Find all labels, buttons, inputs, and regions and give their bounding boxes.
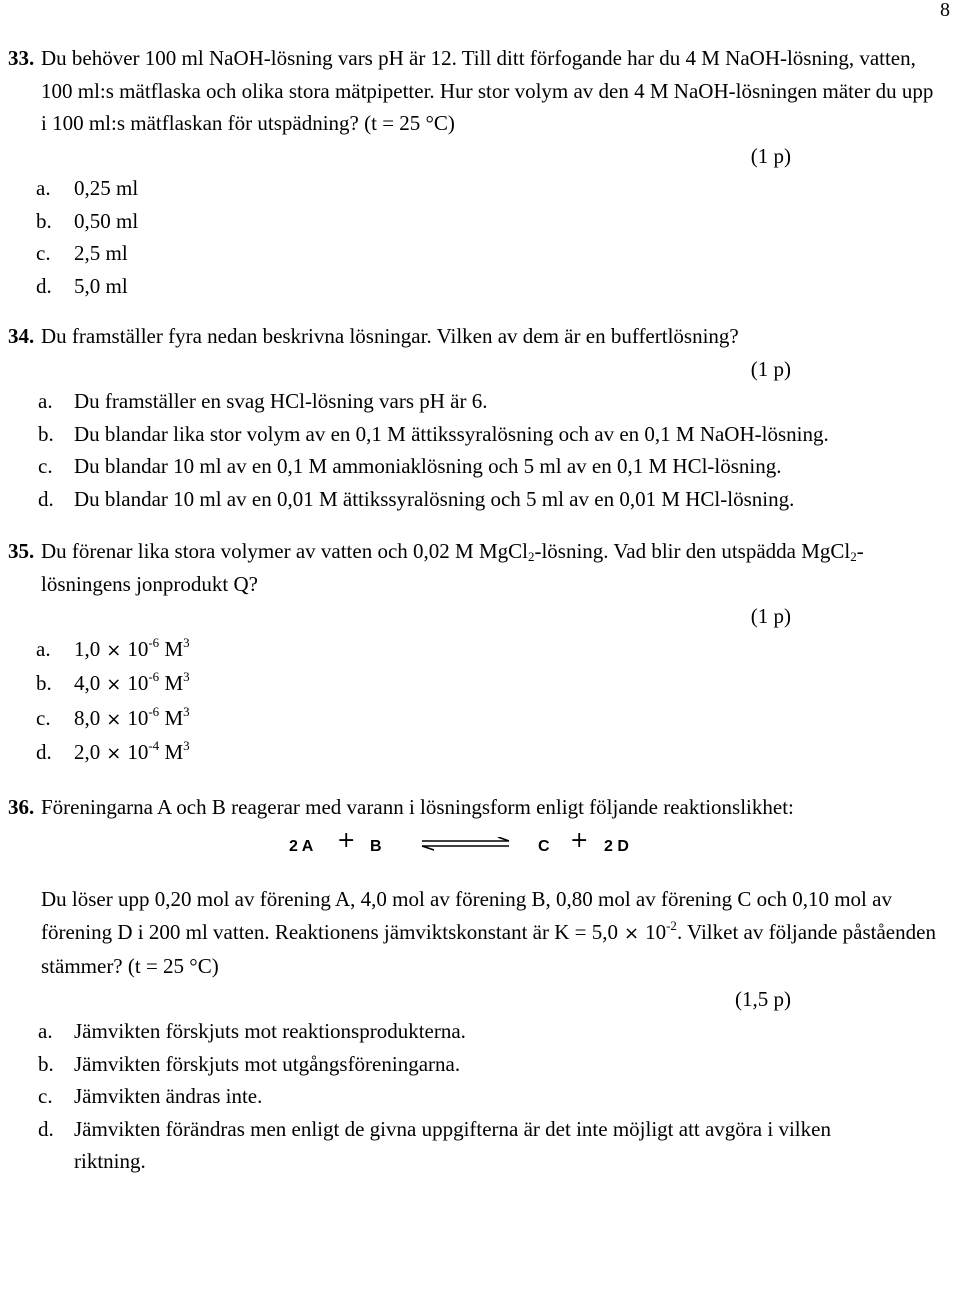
exponent: -6 — [148, 634, 160, 650]
option-letter: d. — [38, 1116, 54, 1141]
option-letter: d. — [38, 486, 54, 511]
options-list — [0, 1015, 960, 1178]
option-text: 2,5 ml — [74, 241, 128, 265]
reaction-equation — [0, 829, 960, 879]
option-letter: b. — [36, 208, 52, 233]
text-part: -lösningens jonprodukt Q? — [41, 539, 864, 596]
option-text: Du framställer en svag HCl-lösning vars pH är 6. — [74, 389, 488, 413]
reactant-a: 2 A — [289, 838, 314, 855]
options-list — [0, 385, 960, 515]
option-letter: c. — [36, 241, 51, 265]
option-letter: a. — [36, 636, 51, 661]
option-letter: d. — [36, 273, 52, 298]
page-number: 8 — [940, 0, 950, 21]
times-icon: × — [106, 674, 122, 695]
option-d — [0, 270, 960, 303]
option-letter: c. — [38, 1084, 53, 1108]
options-list — [0, 172, 960, 302]
option-letter: a. — [38, 1019, 53, 1043]
option-c — [0, 1080, 960, 1113]
mantissa: 4,0 — [74, 671, 101, 695]
mantissa: 2,0 — [74, 740, 101, 764]
option-b — [0, 667, 960, 702]
mantissa: 1,0 — [74, 636, 101, 661]
base: 10 — [127, 705, 149, 730]
option-a — [0, 385, 960, 418]
question-intro: Föreningarna A och B reagerar med varann i lösningsform enligt följande reaktionslikhet: — [41, 794, 794, 819]
exponent: -6 — [148, 703, 160, 719]
option-text: Du blandar 10 ml av en 0,1 M ammoniaklösning och 5 ml av en 0,1 M HCl-lösning. — [74, 454, 782, 478]
text-part: . Vilket av följande påståenden stämmer? (t = 25 °C) — [41, 919, 936, 978]
option-b — [0, 1048, 960, 1081]
question-36 — [0, 791, 936, 824]
unit: M — [164, 671, 184, 695]
option-c — [0, 702, 960, 737]
question-number: 34. — [8, 324, 35, 348]
question-text: Du framställer fyra nedan beskrivna lösningar. Vilken av dem är en buffertlösning? — [41, 324, 739, 348]
exponent: -6 — [148, 669, 160, 684]
option-b — [0, 418, 894, 451]
option-d — [0, 736, 960, 771]
unit-exponent: 3 — [183, 634, 190, 650]
unit: M — [164, 705, 184, 730]
question-number: 36. — [8, 794, 35, 819]
base: 10 — [645, 919, 667, 944]
unit: M — [164, 740, 184, 764]
option-text: Jämvikten förskjuts mot utgångsföreningarna. — [74, 1051, 461, 1076]
question-number: 33. — [8, 46, 35, 70]
text-part: -lösning. Vad blir den utspädda MgCl — [534, 539, 851, 563]
option-text: Du blandar lika stor volym av en 0,1 M ättikssyralösning och av en 0,1 M NaOH-lösning. — [74, 421, 829, 446]
option-text: Jämvikten förskjuts mot reaktionsprodukterna. — [74, 1019, 466, 1043]
option-letter: c. — [38, 454, 53, 478]
exponent: -4 — [148, 738, 160, 753]
option-c — [0, 237, 960, 270]
product-d: 2 D — [604, 838, 629, 855]
base: 10 — [127, 636, 149, 661]
unit-exponent: 3 — [183, 738, 190, 753]
option-text: Jämvikten ändras inte. — [74, 1084, 263, 1108]
text-part: Du förenar lika stora volymer av vatten och 0,02 M MgCl — [41, 539, 528, 563]
option-text: 0,25 ml — [74, 176, 139, 200]
exam-content — [0, 42, 960, 1178]
question-text: Du behöver 100 ml NaOH-lösning vars pH är 12. Till ditt förfogande har du 4 M NaOH-lösning, vatten, 100 ml:s mätflaska och olika stora mätpipetter. Hur stor volym av den 4 M NaOH-lösningen mäter du upp i 100 ml:s mätflaskan för utspädning? (t = 25 °C) — [41, 46, 934, 135]
option-b — [0, 205, 960, 238]
question-36-body — [0, 883, 936, 1015]
question-text — [41, 535, 936, 600]
base: 10 — [127, 740, 149, 764]
product-c: C — [538, 838, 550, 855]
option-a — [0, 172, 960, 205]
options-list — [0, 633, 960, 771]
base: 10 — [127, 671, 149, 695]
option-a — [0, 633, 960, 668]
option-letter: a. — [36, 176, 51, 200]
option-letter: b. — [38, 421, 54, 446]
unit-exponent: 3 — [183, 669, 190, 684]
times-icon: × — [106, 743, 122, 764]
unit-exponent: 3 — [183, 703, 190, 719]
question-33 — [0, 42, 936, 172]
plus-sign: + — [337, 828, 356, 853]
option-letter: b. — [36, 671, 52, 695]
question-text — [41, 883, 936, 983]
subscript: 2 — [850, 549, 857, 564]
option-letter: c. — [36, 705, 51, 730]
question-35 — [0, 535, 936, 633]
times-icon: × — [106, 639, 122, 661]
mantissa: 8,0 — [74, 705, 101, 730]
subscript: 2 — [527, 549, 535, 564]
equilibrium-arrows-icon — [420, 837, 512, 851]
option-d — [0, 1113, 904, 1178]
exponent: -2 — [666, 917, 677, 933]
times-icon: × — [106, 708, 122, 730]
points: (1 p) — [750, 143, 791, 168]
times-icon: × — [624, 922, 640, 944]
points: (1,5 p) — [735, 986, 791, 1011]
option-c — [0, 450, 960, 483]
option-text: 0,50 ml — [74, 208, 139, 233]
option-a — [0, 1015, 960, 1048]
text-part: Du löser upp 0,20 mol av förening A, 4,0 mol av förening B, 0,80 mol av förening C och 0,10 mol av förening D i 200 ml vatten. Reaktionens jämviktskonstant är K = 5,0 — [41, 887, 892, 944]
option-text: 5,0 ml — [74, 273, 128, 298]
option-d — [0, 483, 894, 516]
points: (1 p) — [750, 604, 791, 628]
plus-sign: + — [570, 828, 589, 853]
points: (1 p) — [750, 356, 791, 381]
option-letter: a. — [38, 389, 53, 413]
option-letter: b. — [38, 1051, 54, 1076]
reactant-b: B — [370, 838, 382, 855]
question-34 — [0, 320, 936, 385]
option-letter: d. — [36, 740, 52, 764]
option-text: Jämvikten förändras men enligt de givna uppgifterna är det inte möjligt att avgöra i vilken riktning. — [74, 1116, 831, 1173]
unit: M — [164, 636, 184, 661]
question-number: 35. — [8, 539, 35, 563]
option-text: Du blandar 10 ml av en 0,01 M ättikssyralösning och 5 ml av en 0,01 M HCl-lösning. — [74, 486, 795, 511]
